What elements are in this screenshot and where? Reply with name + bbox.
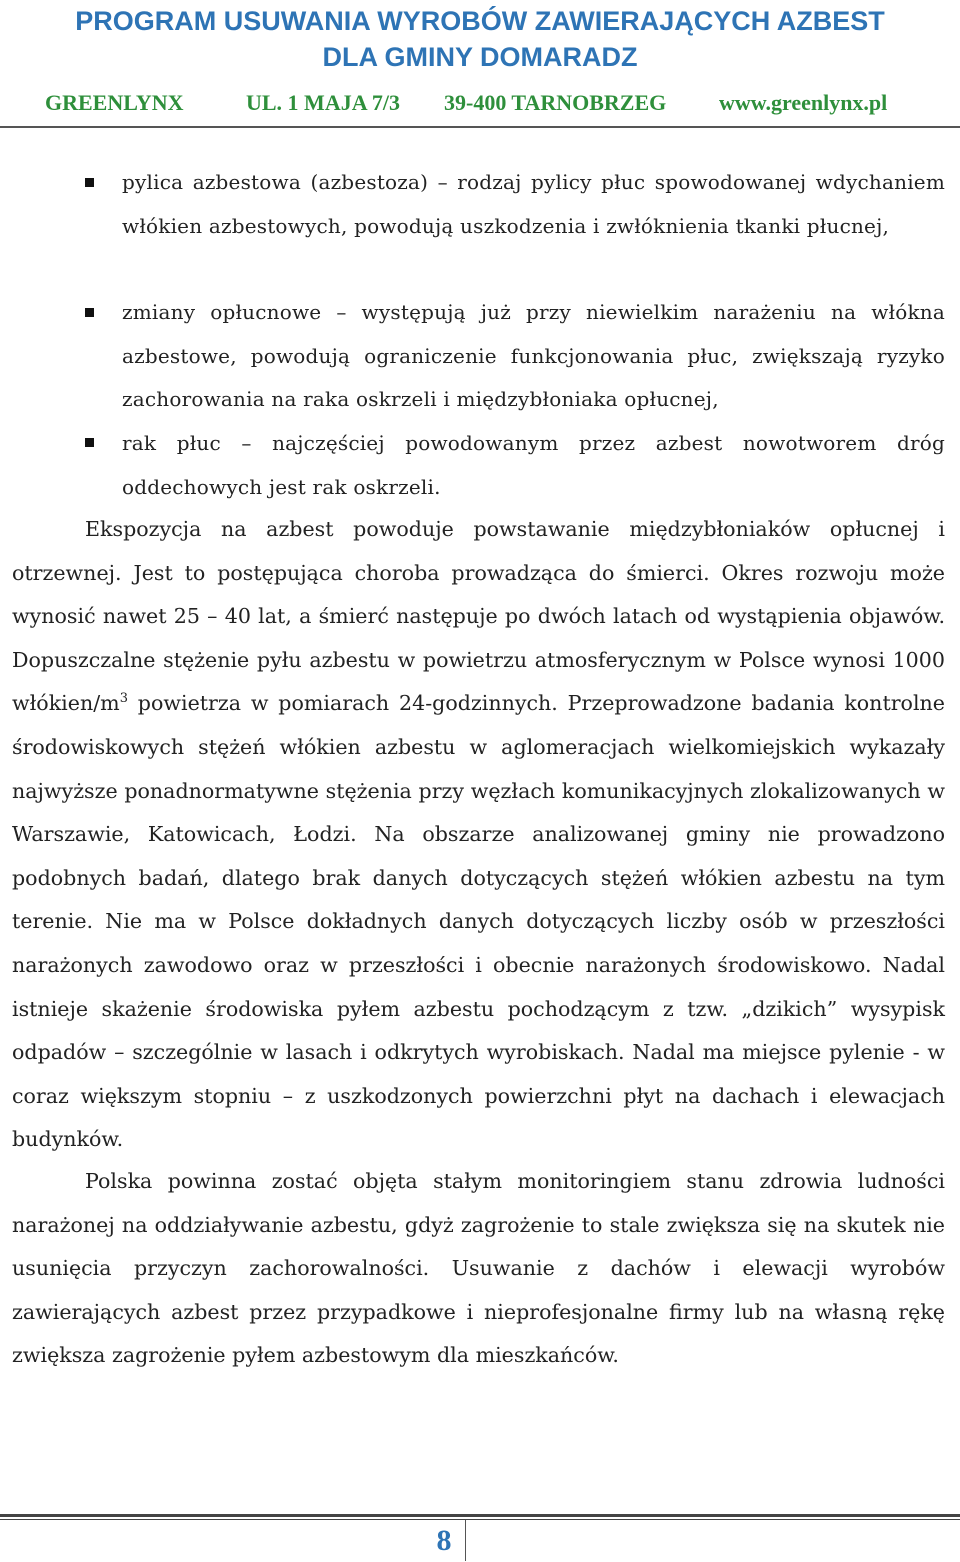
- bullet-square-icon: [85, 178, 94, 187]
- header-city: 39-400 TARNOBRZEG: [444, 90, 667, 115]
- header-street: UL. 1 MAJA 7/3: [246, 90, 400, 115]
- bullet-square-icon: [85, 308, 94, 317]
- body-paragraph-1: [12, 508, 945, 1162]
- header-company: GREENLYNX: [45, 90, 184, 115]
- document-subtitle: DLA GMINY DOMARADZ: [322, 42, 638, 72]
- bullet-text: zmiany opłucnowe – występują już przy niewielkim narażeniu na włókna azbestowe, powodują ograniczenie funkcjonowania płuc, zwiększają ryzyko zachorowania na raka oskrzeli i międzybłoniaka opłucnej,: [122, 300, 945, 412]
- paragraph-1-superscript: 3: [119, 691, 128, 707]
- footer-divider-thin: [0, 1519, 960, 1520]
- bullet-text: pylica azbestowa (azbestoza) – rodzaj pylicy płuc spowodowanej wdychaniem włókien azbestowych, powodują uszkodzenia i zwłóknienia tkanki płucnej,: [122, 170, 945, 238]
- body-paragraph-2: [12, 1160, 945, 1378]
- header-website: www.greenlynx.pl: [719, 90, 888, 115]
- paragraph-2-text: Polska powinna zostać objęta stałym monitoringiem stanu zdrowia ludności narażonej na oddziaływanie azbestu, gdyż zagrożenie to stale zwiększa się na skutek nie usunięcia przyczyn zachorowalności. Usuwanie z dachów i elewacji wyrobów zawierających azbest przez przypadkowe i nieprofesjonalne firmy lub na własną rękę zwiększa zagrożenie pyłem azbestowym dla mieszkańców.: [12, 1169, 945, 1368]
- page-number-separator: [465, 1520, 466, 1561]
- footer-divider: [0, 1514, 960, 1517]
- bullet-square-icon: [85, 438, 94, 447]
- document-title: PROGRAM USUWANIA WYROBÓW ZAWIERAJĄCYCH AZBEST: [75, 6, 885, 36]
- header-divider: [0, 126, 960, 128]
- page-number: 8: [436, 1524, 452, 1557]
- paragraph-1-part-b: powietrza w pomiarach 24-godzinnych. Przeprowadzone badania kontrolne środowiskowych stężeń włókien azbestu w aglomeracjach wielkomiejskich wykazały najwyższe ponadnormatywne stężenia przy węzłach komunikacyjnych zlokalizowanych w Warszawie, Katowicach, Łodzi. Na obszarze analizowanej gminy nie prowadzono podobnych badań, dlatego brak danych dotyczących stężeń włókien azbestu na tym terenie. Nie ma w Polsce dokładnych danych dotyczących liczby osób w przeszłości narażonych zawodowo oraz w przeszłości i obecnie narażonych środowiskowo. Nadal istnieje skażenie środowiska pyłem azbestu pochodzącym z tzw. „dzikich” wysypisk odpadów – szczególnie w lasach i odkrytych wyrobiskach. Nadal ma miejsce pylenie - w coraz większym stopniu – z uszkodzonych powierzchni płyt na dachach i elewacjach budynków.: [12, 691, 945, 1152]
- header-contact-line: [0, 85, 960, 121]
- bullet-text: rak płuc – najczęściej powodowanym przez azbest nowotworem dróg oddechowych jest rak oskrzeli.: [122, 431, 945, 499]
- paragraph-1-part-a: Ekspozycja na azbest powoduje powstawanie międzybłoniaków opłucnej i otrzewnej. Jest to postępująca choroba prowadząca do śmierci. Okres rozwoju może wynosić nawet 25 – 40 lat, a śmierć następuje po dwóch latach od wystąpienia objawów. Dopuszczalne stężenie pyłu azbestu w powietrzu atmosferycznym w Polsce wynosi 1000 włókien/m: [12, 517, 945, 716]
